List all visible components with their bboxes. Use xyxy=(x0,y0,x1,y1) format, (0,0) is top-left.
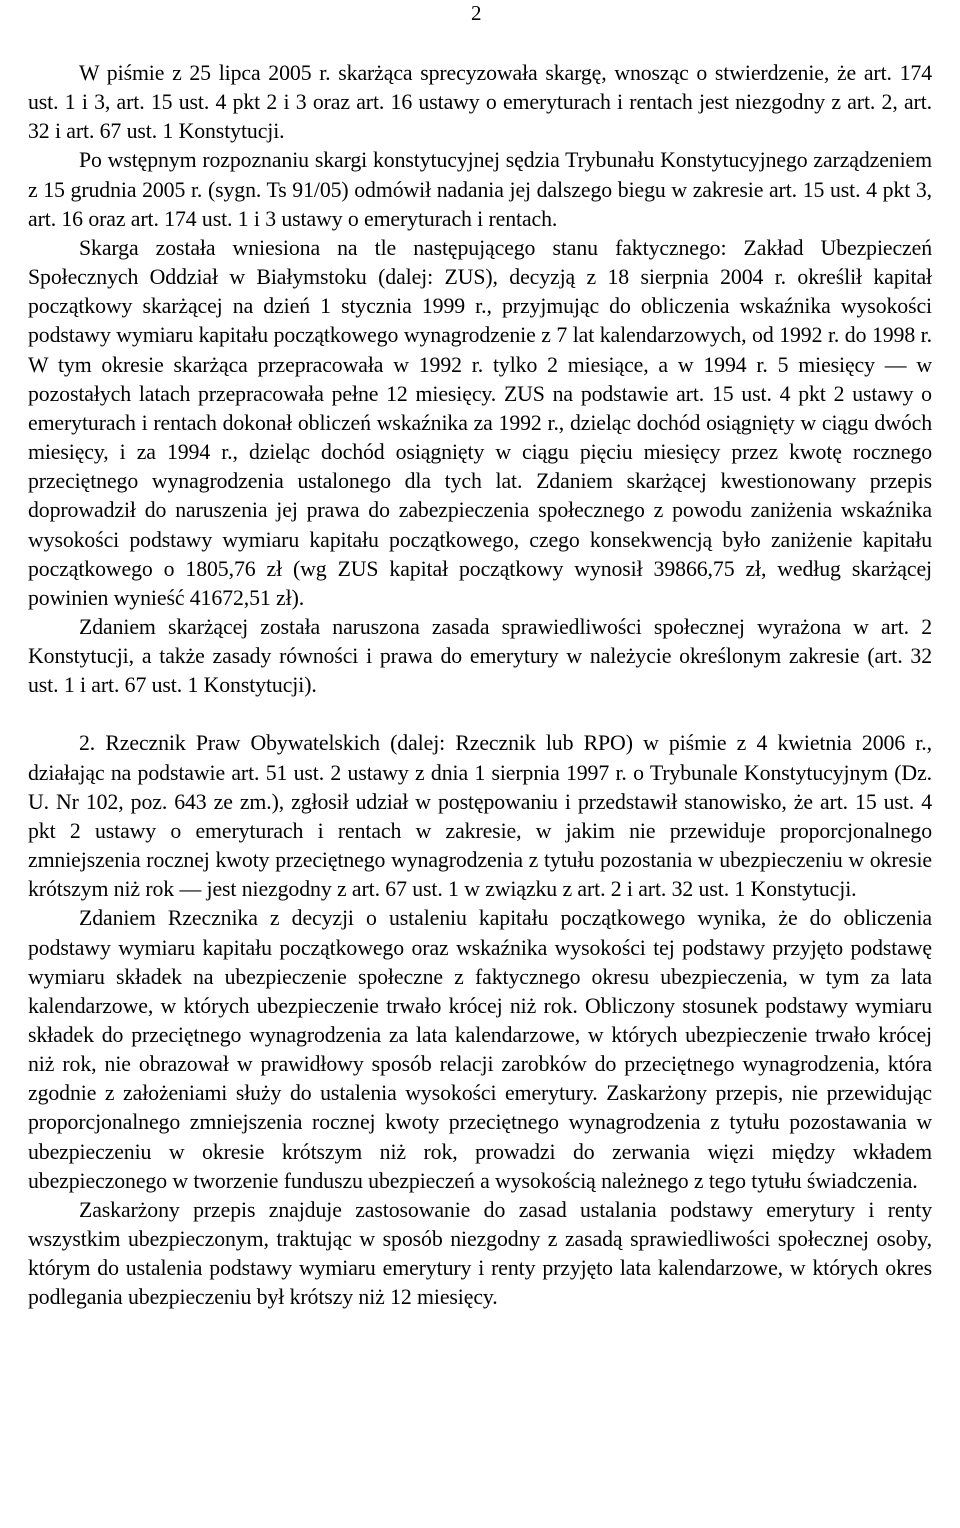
page-number: 2 xyxy=(471,1,482,25)
document-body xyxy=(0,59,960,1313)
paragraph-ombudsman-reasoning: Zdaniem Rzecznika z decyzji o ustaleniu kapitału początkowego wynika, że do obliczenia podstawy wymiaru kapitału początkowego oraz wskaźnika wysokości tej podstawy przyjęto podstawę wymiaru składek na ubezpieczenie społeczne z faktycznego okresu ubezpieczenia, w tym za lata kalendarzowe, w których ubezpieczenie trwało krócej niż rok. Obliczony stosunek podstawy wymiaru składek do przeciętnego wynagrodzenia za lata kalendarzowe, w których ubezpieczenie trwało krócej niż rok, nie obrazował w prawidłowy sposób relacji zarobków do przeciętnego wynagrodzenia, która zgodnie z założeniami służy do ustalenia wysokości emerytury. Zaskarżony przepis, nie przewidując proporcjonalnego zmniejszenia rocznej kwoty przeciętnego wynagrodzenia z tytułu pozostawania w ubezpieczeniu w okresie krótszym niż rok, prowadzi do zerwania więzi między wkładem ubezpieczonego w tworzenie funduszu ubezpieczeń a wysokością należnego z tego tytułu świadczenia. xyxy=(28,906,932,1193)
paragraph-alleged-violation: Zdaniem skarżącej została naruszona zasada sprawiedliwości społecznej wyrażona w art. 2 Konstytucji, a także zasady równości i prawa do emerytury w należycie określonym zakresie (art. 32 ust. 1 i art. 67 ust. 1 Konstytucji). xyxy=(28,614,932,698)
paragraph-ombudsman-position: 2. Rzecznik Praw Obywatelskich (dalej: Rzecznik lub RPO) w piśmie z 4 kwietnia 2006 r., działając na podstawie art. 51 ust. 2 ustawy z dnia 1 sierpnia 1997 r. o Trybunale Konstytucyjnym (Dz. U. Nr 102, poz. 643 ze zm.), zgłosił udział w postępowaniu i przedstawił stanowisko, że art. 15 ust. 4 pkt 2 ustawy o emeryturach i rentach w zakresie, w jakim nie przewiduje proporcjonalnego zmniejszenia rocznej kwoty przeciętnego wynagrodzenia z tytułu pozostania w ubezpieczeniu w okresie krótszym niż rok — jest niezgodny z art. 67 ust. 1 w związku z art. 2 i art. 32 ust. 1 Konstytucji. xyxy=(28,731,932,902)
paragraph-complaint-specification: W piśmie z 25 lipca 2005 r. skarżąca sprecyzowała skargę, wnosząc o stwierdzenie, że art. 174 ust. 1 i 3, art. 15 ust. 4 pkt 2 i 3 oraz art. 16 ustawy o emeryturach i rentach jest niezgodny z art. 2, art. 32 i art. 67 ust. 1 Konstytucji. xyxy=(28,61,932,144)
paragraph-factual-background: Skarga została wniesiona na tle następującego stanu faktycznego: Zakład Ubezpieczeń Społecznych Oddział w Białymstoku (dalej: ZUS), decyzją z 18 sierpnia 2004 r. określił kapitał początkowy skarżącej na dzień 1 stycznia 1999 r., przyjmując do obliczenia wskaźnika wysokości podstawy wymiaru kapitału początkowego wynagrodzenie z 7 lat kalendarzowych, od 1992 r. do 1998 r. W tym okresie skarżąca przepracowała w 1992 r. tylko 2 miesiące, a w 1994 r. 5 miesięcy — w pozostałych latach przepracowała pełne 12 miesięcy. ZUS na podstawie art. 15 ust. 4 pkt 2 ustawy o emeryturach i rentach dokonał obliczeń wskaźnika za 1992 r., dzieląc dochód osiągnięty w ciągu dwóch miesięcy, i za 1994 r., dzieląc dochód osiągnięty w ciągu pięciu miesięcy przez kwotę rocznego przeciętnego wynagrodzenia ustalonego dla tych lat. Zdaniem skarżącej kwestionowany przepis doprowadził do naruszenia jej prawa do zabezpieczenia społecznego z powodu zaniżenia wskaźnika wysokości podstawy wymiaru kapitału początkowego, czego konsekwencją było zaniżenie kapitału początkowego o 1805,76 zł (wg ZUS kapitał początkowy wynosił 39866,75 zł, według skarżącej powinien wynieść 41672,51 zł). xyxy=(28,235,932,610)
paragraph-scope-of-provision: Zaskarżony przepis znajduje zastosowanie do zasad ustalania podstawy emerytury i renty wszystkim ubezpieczonym, traktując w sposób niezgodny z zasadą sprawiedliwości społecznej osoby, którym do ustalenia podstawy wymiaru emerytury i renty przyjęto lata kalendarzowe, w których okres podlegania ubezpieczeniu był krótszy niż 12 miesięcy. xyxy=(28,1197,932,1310)
paragraph-preliminary-review: Po wstępnym rozpoznaniu skargi konstytucyjnej sędzia Trybunału Konstytucyjnego zarządzeniem z 15 grudnia 2005 r. (sygn. Ts 91/05) odmówił nadania jej dalszego biegu w zakresie art. 15 ust. 4 pkt 3, art. 16 oraz art. 174 ust. 1 i 3 ustawy o emeryturach i rentach. xyxy=(28,148,932,231)
